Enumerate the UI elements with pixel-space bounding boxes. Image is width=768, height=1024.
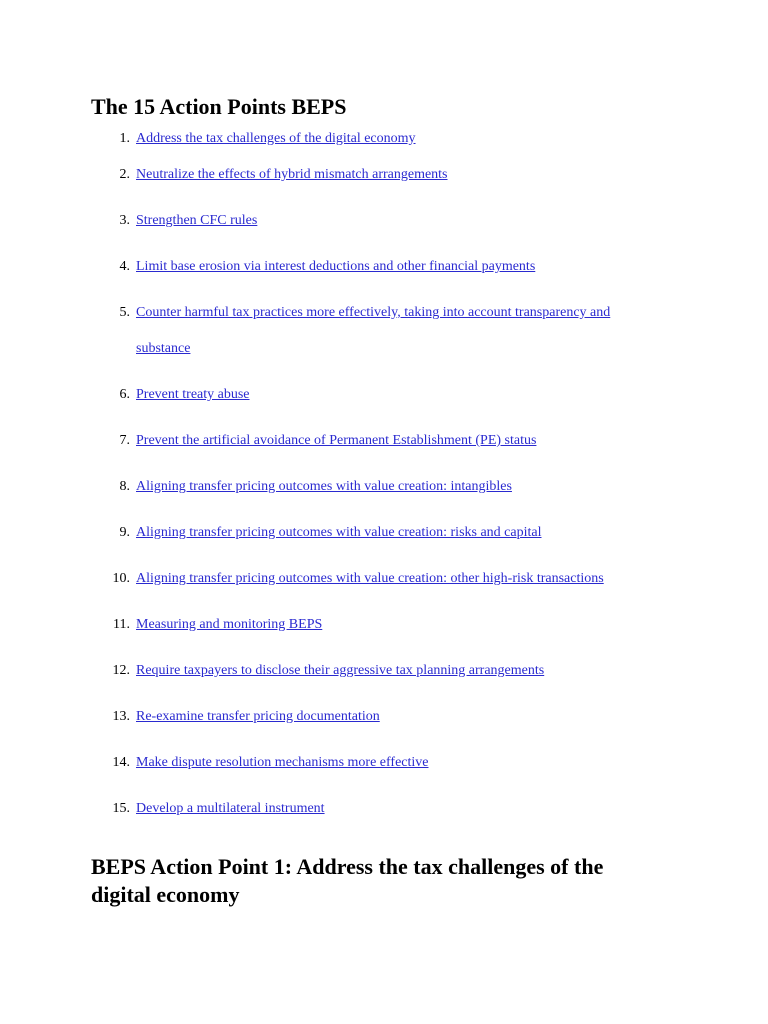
action-point-link[interactable]: Limit base erosion via interest deductions and other financial payments [136, 259, 536, 274]
list-item-number: 3. [119, 213, 130, 228]
list-item-number: 1. [119, 131, 130, 146]
action-point-link[interactable]: Make dispute resolution mechanisms more effective [136, 755, 429, 770]
list-item-number: 2. [119, 167, 130, 182]
action-point-link[interactable]: Prevent the artificial avoidance of Permanent Establishment (PE) status [136, 433, 537, 448]
list-item-number: 6. [119, 387, 130, 402]
list-item-number: 12. [112, 663, 130, 678]
list-item-number: 8. [119, 479, 130, 494]
action-point-link[interactable]: Neutralize the effects of hybrid mismatch arrangements [136, 167, 448, 182]
page-title: The 15 Action Points BEPS [91, 94, 347, 119]
action-point-link[interactable]: Require taxpayers to disclose their aggressive tax planning arrangements [136, 663, 545, 678]
list-item-number: 10. [112, 571, 130, 586]
action-point-link[interactable]: Re-examine transfer pricing documentation [136, 709, 380, 724]
list-item-number: 14. [112, 755, 130, 770]
list-item-number: 15. [112, 801, 130, 816]
action-point-link[interactable]: Aligning transfer pricing outcomes with value creation: intangibles [136, 479, 512, 494]
list-item-number: 5. [119, 305, 130, 320]
list-item-number: 13. [112, 709, 130, 724]
list-item-number: 11. [113, 617, 130, 632]
action-point-link[interactable]: Prevent treaty abuse [136, 387, 250, 402]
list-item-number: 9. [119, 525, 130, 540]
action-point-link[interactable]: Counter harmful tax practices more effectively, taking into account transparency and substance [136, 305, 611, 356]
action-point-link[interactable]: Aligning transfer pricing outcomes with value creation: other high-risk transactions [136, 571, 604, 586]
list-item-number: 7. [119, 433, 130, 448]
action-point-link[interactable]: Strengthen CFC rules [136, 213, 258, 228]
action-point-link[interactable]: Measuring and monitoring BEPS [136, 617, 323, 632]
section-heading: BEPS Action Point 1: Address the tax challenges of the digital economy [91, 854, 604, 907]
action-point-link[interactable]: Address the tax challenges of the digital economy [136, 131, 416, 146]
action-point-link[interactable]: Develop a multilateral instrument [136, 801, 325, 816]
list-item-number: 4. [119, 259, 130, 274]
action-point-link[interactable]: Aligning transfer pricing outcomes with value creation: risks and capital [136, 525, 542, 540]
